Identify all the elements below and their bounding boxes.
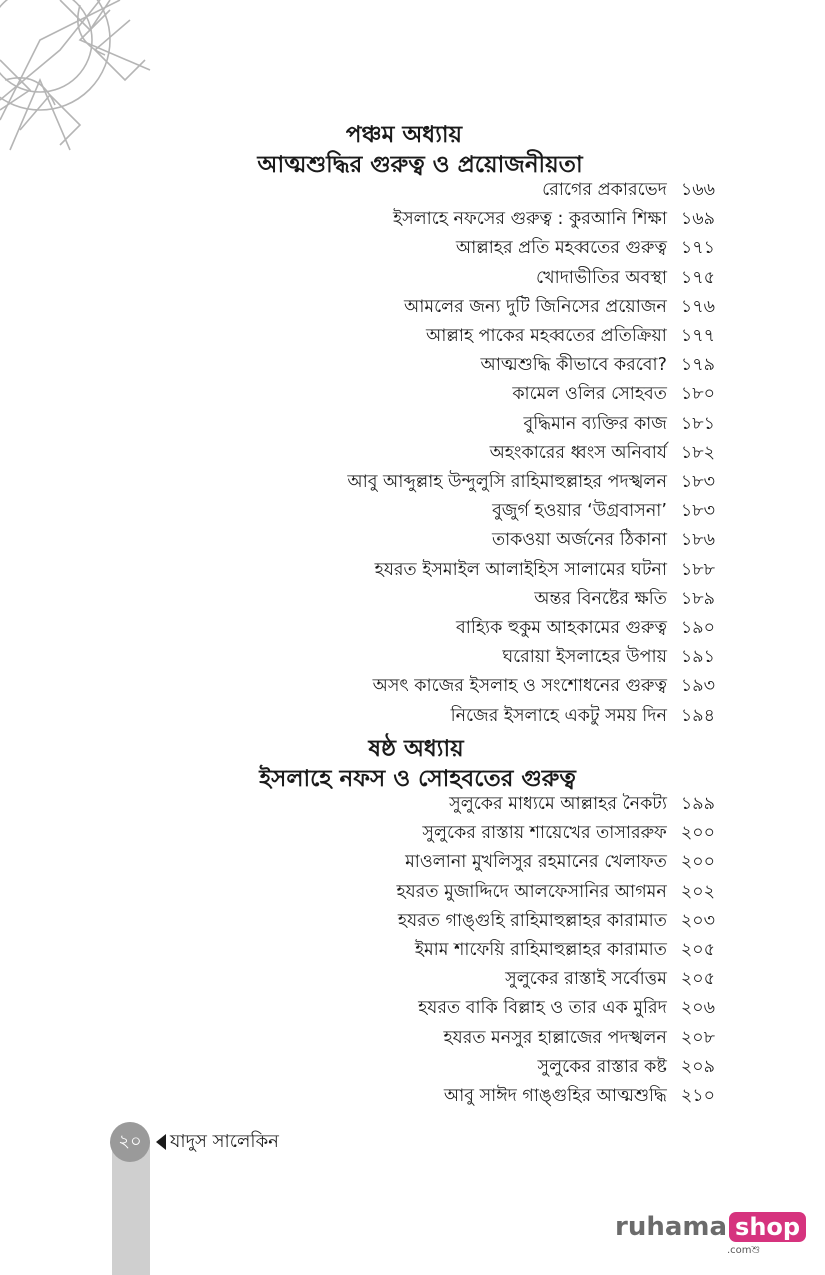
- toc-entry: [415, 937, 715, 963]
- toc-entry: [373, 673, 715, 699]
- toc-entry-title: আবু সাঈদ গাঙ্গুহির আত্মশুদ্ধি: [443, 1086, 667, 1106]
- arrow-left-icon: [156, 1134, 166, 1150]
- toc-entry-page: ১৬৬: [680, 180, 715, 200]
- toc-entry: [347, 469, 715, 495]
- toc-entry-title: খোদাভীতির অবস্থা: [536, 267, 667, 288]
- toc-entry-title: মাওলানা মুখলিসুর রহমানের খেলাফত: [405, 852, 667, 873]
- toc-entry-title: নিজের ইসলাহে একটু সময় দিন: [450, 705, 667, 726]
- toc-entry: [456, 615, 715, 641]
- toc-entry: [396, 879, 715, 905]
- toc-entry-title: হযরত বাকি বিল্লাহ ও তার এক মুরিদ: [418, 998, 667, 1019]
- toc-entry-page: ১৮৩: [680, 472, 715, 492]
- book-title: যাদুস সালেকিন: [170, 1131, 279, 1152]
- chapter6-label: ষষ্ঠ অধ্যায়: [368, 736, 464, 762]
- toc-entry: [404, 294, 715, 320]
- toc-entry: [542, 177, 715, 203]
- toc-entry-title: ঘরোয়া ইসলাহের উপায়: [502, 647, 667, 668]
- toc-entry: [451, 703, 715, 729]
- toc-entry: [456, 235, 715, 261]
- toc-entry-title: কামেল ওলির সোহবত: [512, 384, 667, 405]
- toc-entry: [398, 908, 715, 934]
- toc-entry: [480, 352, 715, 378]
- toc-entry-title: সুলুকের মাধ্যমে আল্লাহর নৈকট্য: [449, 794, 667, 814]
- toc-entry: [393, 206, 715, 232]
- toc-entry-title: ইমাম শাফেয়ি রাহিমাহুল্লাহর কারামাত: [414, 940, 667, 960]
- toc-entry-title: ইসলাহে নফসের গুরুত্ব : কুরআনি শিক্ষা: [392, 209, 667, 230]
- toc-entry: [375, 557, 715, 583]
- chapter5-label: পঞ্চম অধ্যায়: [345, 122, 463, 148]
- toc-entry: [502, 644, 715, 670]
- logo-brand: ruhama: [615, 1212, 728, 1242]
- chapter6-subtitle: ইসলাহে নফস ও সোহবতের গুরুত্ব: [259, 766, 576, 792]
- toc-entry: [512, 381, 715, 407]
- toc-entry-page: ১৭৬: [680, 296, 715, 317]
- toc-entry-page: ১৮৯: [680, 588, 715, 609]
- toc-entry-page: ২০৯: [680, 1056, 715, 1077]
- toc-entry-title: হযরত ইসমাইল আলাইহিস সালামের ঘটনা: [374, 559, 667, 580]
- toc-entry: [538, 1054, 715, 1080]
- toc-entry-page: ১৭৯: [680, 355, 715, 376]
- toc-entry-title: হযরত মুজাদ্দিদে আলফেসানির আগমন: [396, 881, 667, 902]
- toc-entry-page: ২০৬: [680, 998, 715, 1019]
- toc-entry-title: অহংকারের ধ্বংস অনিবার্য: [489, 442, 667, 463]
- toc-entry-title: আমলের জন্য দুটি জিনিসের প্রয়োজন: [403, 296, 667, 317]
- toc-entry-page: ১৬৯: [680, 209, 715, 230]
- toc-entry-title: আল্লাহর প্রতি মহব্বতের গুরুত্ব: [455, 238, 667, 259]
- toc-entry-page: ২০০: [680, 852, 715, 873]
- page-number: ২০: [110, 1122, 150, 1162]
- toc-entry-page: ১৮১: [680, 413, 715, 434]
- toc-entry: [444, 1083, 715, 1109]
- toc-entry-page: ১৭৭: [680, 326, 715, 346]
- toc-entry-page: ১৯৪: [680, 705, 715, 726]
- toc-entry: [490, 440, 715, 466]
- toc-entry-title: আত্মশুদ্ধি কীভাবে করবো?: [480, 355, 667, 376]
- toc-entry-title: বাহ্যিক হুকুম আহকামের গুরুত্ব: [456, 618, 667, 638]
- toc-entry-page: ১৭১: [680, 238, 715, 259]
- toc-entry-page: ২১০: [680, 1086, 715, 1106]
- toc-entry: [534, 586, 715, 612]
- toc-entry-page: ১৯৩: [680, 676, 715, 697]
- toc-entry: [426, 323, 715, 349]
- toc-entry: [418, 995, 715, 1021]
- toc-entry-page: ১৮০: [680, 384, 715, 405]
- toc-entry-title: বুদ্ধিমান ব্যক্তির কাজ: [523, 413, 667, 434]
- toc-entry-page: ১৭৫: [680, 267, 715, 288]
- toc-entry-title: হযরত মনসুর হাল্লাজের পদস্খলন: [443, 1027, 667, 1048]
- toc-entry: [536, 265, 715, 291]
- toc-entry-page: ২০৩: [680, 910, 715, 931]
- toc-entry: [524, 411, 715, 437]
- toc-entry-title: সুলুকের রাস্তার কষ্ট: [537, 1056, 667, 1077]
- toc-entry-page: ২০২: [680, 881, 715, 902]
- toc-entry-page: ২০৮: [680, 1027, 715, 1048]
- logo-shop: shop: [729, 1212, 806, 1242]
- toc-entry-title: সুলুকের রাস্তায় শায়েখের তাসাররুফ: [422, 823, 667, 844]
- toc-entry-page: ১৯৯: [680, 794, 715, 814]
- toc-entry-title: আবু আব্দুল্লাহ উন্দুলুসি রাহিমাহুল্লাহর পদস্খলন: [347, 472, 667, 492]
- toc-entry: [492, 527, 715, 553]
- toc-entry-title: রোগের প্রকারভেদ: [542, 180, 667, 200]
- toc-entry-title: সুলুকের রাস্তাই সর্বোত্তম: [505, 969, 667, 990]
- toc-entry-title: তাকওয়া অর্জনের ঠিকানা: [491, 530, 667, 551]
- toc-entry: [443, 1025, 715, 1051]
- toc-entry-page: ২০০: [680, 823, 715, 844]
- toc-entry-page: ২০৫: [680, 940, 715, 960]
- toc-entry-page: ২০৫: [680, 969, 715, 990]
- toc-entry-title: আল্লাহ পাকের মহব্বতের প্রতিক্রিয়া: [425, 326, 667, 346]
- toc-entry-title: অসৎ কাজের ইসলাহ ও সংশোধনের গুরুত্ব: [372, 676, 667, 697]
- toc-entry-title: বুজুর্গ হওয়ার ‘উগ্রবাসনা’: [492, 501, 667, 522]
- toc-entry-title: অন্তর বিনষ্টের ক্ষতি: [534, 588, 667, 609]
- chapter5-subtitle: আত্মশুদ্ধির গুরুত্ব ও প্রয়োজনীয়তা: [257, 152, 583, 178]
- toc-entry-page: ১৯১: [680, 647, 715, 668]
- toc-entry: [492, 498, 715, 524]
- toc-entry-page: ১৮৮: [680, 559, 715, 580]
- ruhamashop-logo: [615, 1212, 806, 1256]
- toc-entry-page: ১৯০: [680, 618, 715, 638]
- toc-entry-page: ১৮৩: [680, 501, 715, 522]
- toc-entry-title: হযরত গাঙ্গুহি রাহিমাহুল্লাহর কারামাত: [397, 910, 667, 931]
- toc-entry-page: ১৮২: [680, 442, 715, 463]
- logo-domain: .comশু: [727, 1245, 761, 1256]
- toc-entry: [449, 791, 715, 817]
- toc-entry: [505, 966, 715, 992]
- toc-entry: [405, 849, 715, 875]
- toc-entry: [422, 820, 715, 846]
- toc-entry-page: ১৮৬: [680, 530, 715, 551]
